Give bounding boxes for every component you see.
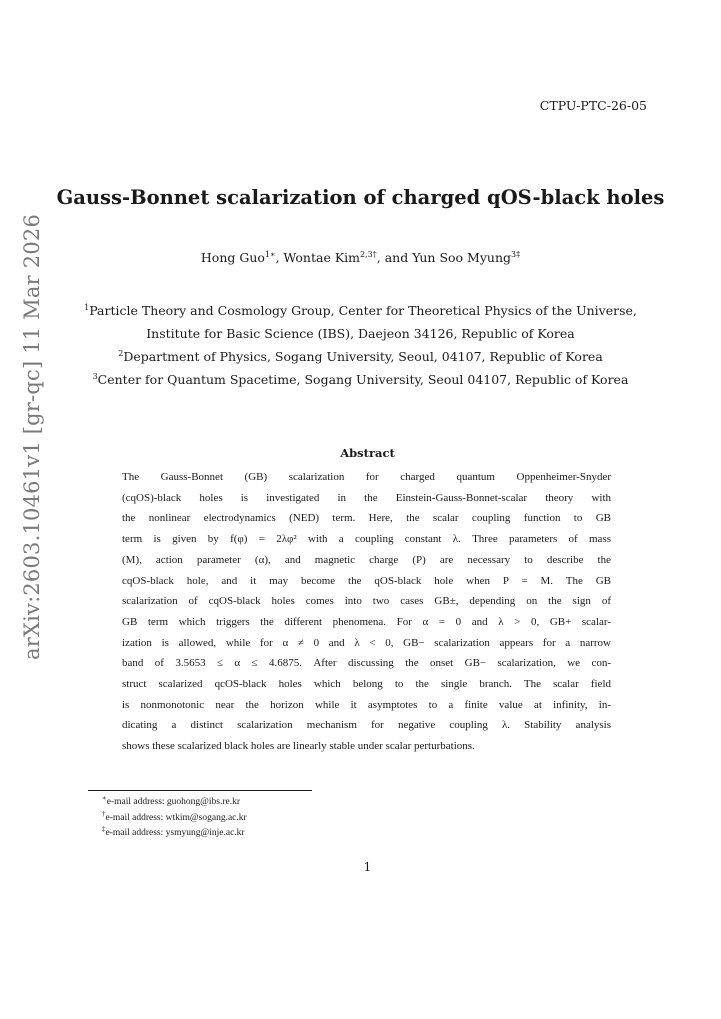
affiliation-mark: 1 — [84, 303, 90, 312]
affiliation-text: Center for Quantum Spacetime, Sogang University, Seoul 04107, Republic of Korea — [97, 372, 629, 387]
abstract-line: band of 3.5653 ≤ α ≤ 4.6875. After discussing the onset GB− scalarization, we con- — [122, 657, 611, 670]
abstract-line: the nonlinear electrodynamics (NED) term. Here, the scalar coupling function to GB — [122, 512, 611, 525]
author-separator: , — [275, 250, 284, 265]
affiliation-line — [0, 368, 721, 391]
footnote-divider — [88, 790, 312, 791]
author-affiliation-mark: 3‡ — [511, 250, 521, 259]
abstract-line: (M), action parameter (α), and magnetic charge (P) are necessary to describe the — [122, 553, 611, 566]
footnote-text: e-mail address: wtkim@sogang.ac.kr — [105, 812, 247, 823]
author-affiliation-mark: 1∗ — [264, 250, 276, 259]
abstract-line: GB term which triggers the different phenomena. For α = 0 and λ > 0, GB+ scalar- — [122, 615, 611, 628]
affiliation-list — [0, 299, 721, 391]
footnote-mark: ‡ — [102, 825, 106, 833]
affiliation-line — [0, 299, 721, 322]
author-separator: , and — [376, 250, 413, 265]
abstract-body — [122, 467, 611, 757]
footnote-text: e-mail address: ysmyung@inje.ac.kr — [105, 828, 245, 838]
affiliation-mark: 2 — [118, 349, 124, 358]
footnote-mark: ∗ — [102, 794, 107, 802]
abstract-heading: Abstract — [340, 446, 395, 460]
abstract-line: The Gauss-Bonnet (GB) scalarization for charged quantum Oppenheimer-Snyder — [122, 471, 611, 483]
affiliation-mark: 3 — [92, 372, 98, 381]
footnote — [102, 826, 247, 842]
affiliation-text: Department of Physics, Sogang University, Seoul, 04107, Republic of Korea — [123, 349, 603, 364]
abstract-line: cqOS-black hole, and it may become the qOS-black hole when P = M. The GB — [122, 574, 611, 587]
abstract-line: struct scalarized qcOS-black holes which belong to the single branch. The scalar field — [122, 678, 611, 691]
author-name: Hong Guo — [200, 250, 265, 265]
abstract-line: shows these scalarized black holes are linearly stable under scalar perturbations. — [122, 740, 475, 753]
abstract-line: dicating a distinct scalarization mechanism for negative coupling λ. Stability analysis — [122, 719, 611, 732]
affiliation-line — [0, 322, 721, 345]
abstract-line: scalarization of cqOS-black holes comes into two cases GB±, depending on the sign of — [122, 595, 611, 608]
footnote-list — [102, 795, 247, 842]
author-name: Wontae Kim — [283, 250, 361, 265]
author-list — [0, 250, 721, 265]
abstract-line: is nonmonotonic near the horizon while it asymptotes to a finite value at infinity, in- — [122, 698, 611, 711]
arxiv-identifier-stamp: arXiv:2603.10461v1 [gr-qc] 11 Mar 2026 — [20, 213, 44, 660]
report-number: CTPU-PTC-26-05 — [539, 98, 647, 113]
author-affiliation-mark: 2,3† — [360, 250, 377, 259]
footnote — [102, 811, 247, 827]
paper-title: Gauss-Bonnet scalarization of charged qOS-black holes — [56, 186, 665, 209]
footnote — [102, 795, 247, 811]
affiliation-text: Institute for Basic Science (IBS), Daejeon 34126, Republic of Korea — [146, 326, 575, 341]
affiliation-text: Particle Theory and Cosmology Group, Center for Theoretical Physics of the Universe, — [89, 303, 637, 318]
affiliation-line — [0, 345, 721, 368]
abstract-line: (cqOS)-black holes is investigated in the Einstein-Gauss-Bonnet-scalar theory with — [122, 491, 611, 504]
abstract-line: term is given by f(φ) = 2λφ² with a coupling constant λ. Three parameters of mass — [122, 533, 611, 546]
abstract-line: ization is allowed, while for α ≠ 0 and λ < 0, GB− scalarization appears for a narrow — [122, 636, 611, 649]
author-name: Yun Soo Myung — [412, 250, 511, 265]
footnote-mark: † — [102, 809, 106, 818]
page-number: 1 — [363, 860, 372, 874]
footnote-text: e-mail address: guohong@ibs.re.kr — [106, 797, 241, 807]
